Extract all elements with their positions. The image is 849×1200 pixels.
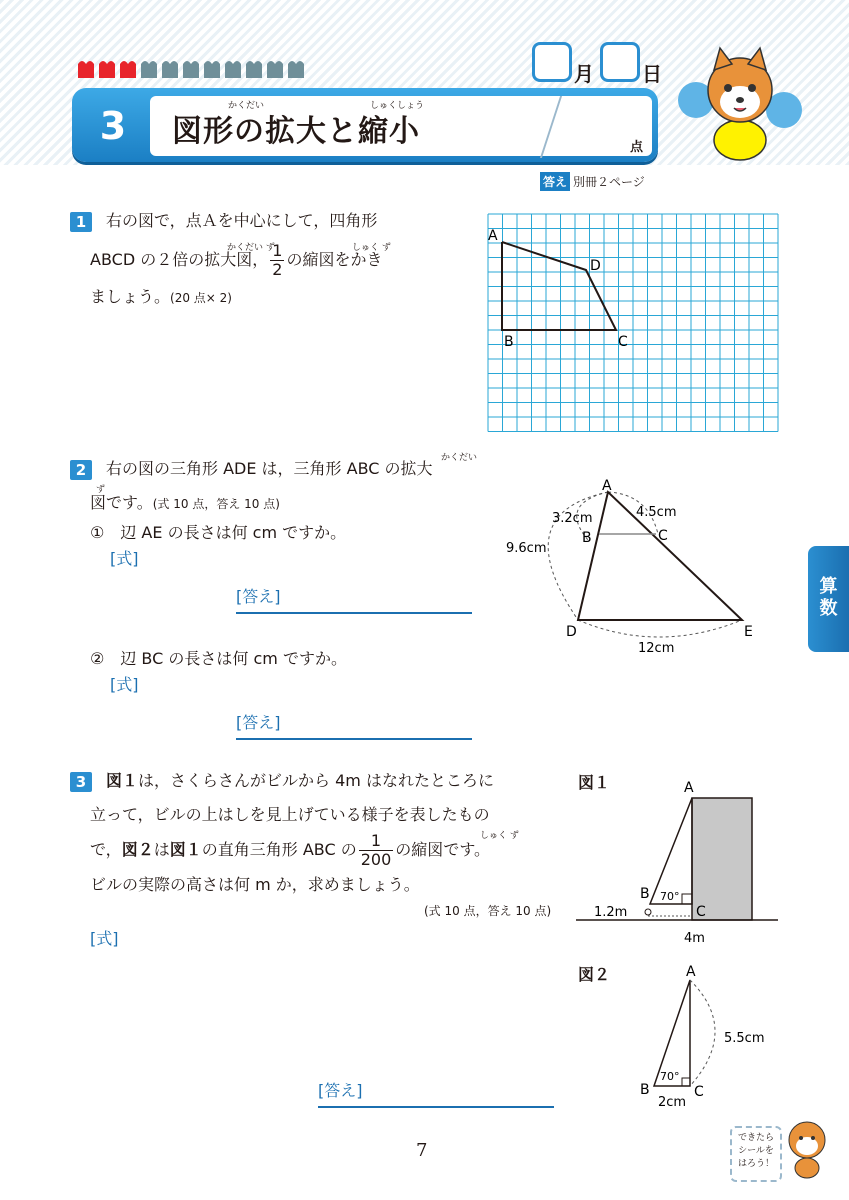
q1-ruby1: かくだい ず — [227, 243, 275, 253]
month-label: 月 — [574, 62, 594, 86]
q2-len-de: 12cm — [638, 641, 675, 656]
q2-ruby2: ず — [96, 485, 106, 495]
q2-sub1: ① 辺 AE の長さは何 cm ですか。 — [90, 523, 347, 542]
fig1-angle: 70° — [660, 890, 680, 903]
q3-fig2-triangle — [620, 960, 780, 1110]
progress-tabs — [76, 58, 326, 80]
q2-formula-label-2: [式] — [110, 675, 139, 694]
unit-number: 3 — [99, 104, 127, 148]
progress-tab — [78, 61, 94, 78]
q3-line1: 図１は，さくらさんがビルから 4m はなれたところに — [106, 771, 494, 790]
q3-line4: ビルの実際の高さは何 m か，求めましょう。 — [90, 875, 420, 894]
q2-line2: 図です。(式 10 点，答え 10 点) — [90, 493, 280, 512]
q1-number: 1 — [70, 212, 92, 232]
right-angle-mark-small — [682, 1078, 690, 1086]
q1-label-b: B — [504, 334, 514, 350]
q2-sub2: ② 辺 BC の長さは何 cm ですか。 — [90, 649, 347, 668]
triangle-abc — [650, 798, 692, 904]
fig1-label-b: B — [640, 886, 650, 902]
q2-formula-label-1: [式] — [110, 549, 139, 568]
q2-label-d: D — [566, 624, 577, 640]
q1-line3: ましょう。(20 点× 2) — [90, 287, 232, 306]
fig2-label-a: A — [686, 964, 696, 980]
subject-side-tab: 算 数 — [808, 546, 849, 652]
q3-answer-field[interactable]: [答え] — [318, 1080, 554, 1108]
progress-tab — [267, 61, 283, 78]
shiba-dog-small-illustration — [782, 1114, 832, 1180]
arc-de — [578, 620, 742, 637]
fig1-label-a: A — [684, 780, 694, 796]
right-angle-mark — [682, 894, 692, 904]
title-ruby-kakudai: かくだい — [228, 101, 265, 111]
q2-triangle-figure — [498, 474, 768, 664]
q2-label-c: C — [658, 528, 668, 544]
fig2-label-c: C — [694, 1084, 704, 1100]
progress-tab — [162, 61, 178, 78]
q1-label-d: D — [590, 258, 601, 274]
q3-number: 3 — [70, 772, 92, 792]
progress-tab — [225, 61, 241, 78]
q1-grid-figure[interactable] — [478, 208, 788, 438]
grid-lines — [488, 214, 778, 432]
q3-line3: で，図２は図１の直角三角形 ABC の $\frac{1}{200}$ の縮図です。 — [90, 831, 491, 869]
progress-tab — [99, 61, 115, 78]
day-label: 日 — [642, 62, 662, 86]
arc-ac-small — [690, 980, 715, 1086]
q2-len-ac: 4.5cm — [636, 505, 677, 520]
fig1-label-c: C — [696, 904, 706, 920]
q3-line2: 立って，ビルの上はしを見上げている様子を表したもの — [90, 805, 490, 824]
q2-ruby1: かくだい — [441, 453, 478, 463]
progress-tab — [288, 61, 304, 78]
sticker-area[interactable]: できたら シールを はろう！ — [730, 1126, 782, 1182]
score-label: 点 — [630, 140, 644, 155]
progress-tab — [204, 61, 220, 78]
answer-ref-text: 別冊２ページ — [573, 175, 645, 189]
fig1-height: 1.2m — [594, 905, 628, 920]
q2-number: 2 — [70, 460, 92, 480]
fig1-label: 図１ — [578, 773, 611, 792]
progress-tab — [141, 61, 157, 78]
q2-label-a: A — [602, 478, 612, 494]
q3-formula-label: [式] — [90, 929, 119, 948]
q2-label-b: B — [582, 530, 592, 546]
fig2-label-b: B — [640, 1082, 650, 1098]
fig2-angle: 70° — [660, 1070, 680, 1083]
q1-line2: ABCD の２倍の拡大図， $\frac{1}{2}$ の縮図をかき — [90, 241, 383, 279]
month-input-box[interactable] — [532, 42, 572, 82]
q2-answer-field-2[interactable]: [答え] — [236, 712, 472, 740]
building — [692, 798, 752, 920]
q3-points: (式 10 点，答え 10 点) — [424, 904, 552, 918]
answer-reference — [540, 172, 645, 191]
q2-line1: 右の図の三角形 ADE は，三角形 ABC の拡大 — [106, 459, 433, 478]
q2-answer-field-1[interactable]: [答え] — [236, 586, 472, 614]
q2-len-ad: 9.6cm — [506, 541, 547, 556]
progress-tab — [183, 61, 199, 78]
page-title: 図形の拡大と縮小 — [172, 114, 420, 149]
answer-tag: 答え — [540, 172, 570, 191]
progress-tab — [120, 61, 136, 78]
q2-label-e: E — [744, 624, 753, 640]
q1-line1: 右の図で，点Ａを中心にして，四角形 — [106, 211, 378, 230]
fig2-label: 図２ — [578, 965, 611, 984]
day-input-box[interactable] — [600, 42, 640, 82]
shiba-dog-cheer-illustration — [676, 40, 804, 168]
page-number: 7 — [416, 1140, 428, 1161]
title-ruby-shukushou: しゅくしょう — [370, 101, 425, 111]
q3-ruby: しゅく ず — [480, 831, 519, 841]
progress-tab — [246, 61, 262, 78]
person-figure — [645, 909, 651, 915]
fig1-dist: 4m — [684, 931, 705, 946]
fig2-len-ac: 5.5cm — [724, 1031, 765, 1046]
q1-label-c: C — [618, 334, 628, 350]
q2-len-ab: 3.2cm — [552, 511, 593, 526]
q3-fig1-building — [576, 776, 782, 952]
q1-label-a: A — [488, 228, 498, 244]
q1-ruby2: しゅく ず — [352, 243, 391, 253]
fig2-len-bc: 2cm — [658, 1095, 687, 1110]
